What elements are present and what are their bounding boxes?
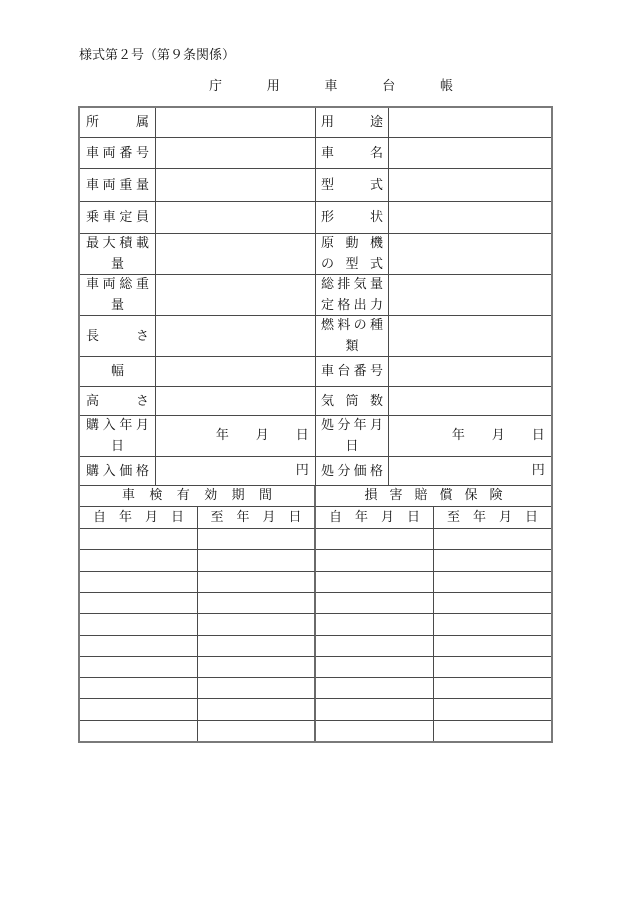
label-fuel-type-line2: 類 [345,339,359,354]
insurance-from-cell [316,614,434,636]
form-number: 様式第２号（第９条関係） [79,48,236,63]
label-gross-weight-line2: 量 [110,298,124,313]
inspection-to-cell [198,636,316,657]
label-cell-purpose [316,108,419,138]
purchase-date-placeholder: 年 月 日 [215,428,309,443]
insurance-from-header: 自 年 月 日 [328,509,420,525]
value-cell-width [156,357,316,387]
inspection-to-cell [198,572,316,593]
insurance-to-cell [434,721,551,741]
label-cell-vehicle-number [80,138,156,169]
value-cell-fuel-type [389,316,551,357]
label-displacement-line1: 総排気量 [321,277,387,292]
disposal-date-placeholder: 年 月 日 [451,428,545,443]
label-width: 幅 [110,364,124,379]
insurance-to-cell [434,657,551,678]
insurance-to-cell [434,614,551,636]
label-purpose: 用途 [321,115,419,130]
label-disposal-date-line2: 日 [345,439,359,454]
label-vehicle-name: 車名 [321,145,419,161]
label-height: 高さ [86,393,186,409]
label-fuel-type-line1: 燃料の種 [321,318,387,333]
inspection-to-cell [198,699,316,721]
inspection-from-cell [80,550,198,572]
label-disposal-date-line1: 処分年月 [321,418,387,433]
inspection-from-header: 自 年 月 日 [92,509,184,525]
insurance-to-header-cell [434,507,551,529]
period-entry-row [80,572,551,593]
value-cell-displacement-output [389,275,551,316]
period-entry-row [80,529,551,550]
inspection-to-cell [198,721,316,741]
details-row-vehicle-weight [80,169,551,202]
insurance-from-cell [316,529,434,550]
insurance-from-cell [316,699,434,721]
details-row-gross-weight [80,275,551,316]
label-cell-model [316,169,419,202]
label-cell-width [80,357,156,387]
label-purchase-date-line1: 購入年月 [86,418,153,433]
label-cell-affiliation [80,108,186,138]
insurance-to-header: 至 年 月 日 [446,509,538,525]
label-cell-max-load [80,234,156,275]
inspection-from-cell [80,636,198,657]
document-title-container [209,79,498,95]
period-entry-row [80,636,551,657]
insurance-title-cell [316,486,551,507]
value-cell-engine-model [389,234,551,275]
inspection-to-cell [198,550,316,572]
label-engine-model-line1: 原動機 [321,236,395,251]
period-entry-row [80,657,551,678]
details-row-height [80,387,551,416]
value-cell-height [156,387,316,416]
inspection-to-cell [198,614,316,636]
insurance-to-cell [434,636,551,657]
label-cylinders: 気筒数 [321,393,395,409]
label-seating-capacity: 乗車定員 [86,210,153,225]
inspection-from-cell [80,721,198,741]
insurance-to-cell [434,678,551,699]
label-cell-body-shape [316,202,419,234]
inspection-from-header-cell [80,507,198,529]
label-cell-cylinders [316,387,395,416]
label-cell-engine-model [316,234,395,275]
period-entry-row [80,593,551,614]
details-row-vehicle-number [80,138,551,169]
inspection-from-cell [80,614,198,636]
label-model: 型式 [321,177,419,193]
details-row-length [80,316,551,357]
value-cell-vehicle-name [389,138,551,169]
insurance-to-cell [434,550,551,572]
insurance-from-cell [316,678,434,699]
label-cell-chassis-number [316,357,389,387]
label-cell-fuel-type [316,316,389,357]
document-title: 庁用車台帳 [209,79,498,94]
inspection-from-cell [80,593,198,614]
value-cell-length [156,316,316,357]
insurance-from-cell [316,593,434,614]
insurance-to-cell [434,593,551,614]
insurance-title: 損 害 賠 償 保 険 [364,488,502,503]
label-chassis-number: 車台番号 [321,364,387,379]
label-max-load-line1: 最大積載 [86,236,153,251]
inspection-from-cell [80,572,198,593]
label-cell-purchase-date [80,416,156,457]
period-entry-row [80,721,551,741]
value-cell-body-shape [389,202,551,234]
insurance-from-cell [316,636,434,657]
label-cell-disposal-date [316,416,389,457]
inspection-from-cell [80,678,198,699]
label-cell-disposal-price [316,457,389,486]
label-vehicle-number: 車両番号 [86,145,153,161]
label-engine-model-line2: の型式 [321,257,395,272]
insurance-to-cell [434,699,551,721]
details-row-purchase-date [80,416,551,457]
label-length: 長さ [86,328,186,344]
period-entry-row [80,678,551,699]
insurance-to-cell [434,572,551,593]
details-row-seating-capacity [80,202,551,234]
label-rated-output-line2: 定格出力 [321,298,387,313]
value-cell-vehicle-weight [156,169,316,202]
value-cell-chassis-number [389,357,551,387]
purchase-price-unit: 円 [295,463,309,478]
disposal-price-unit: 円 [531,463,545,478]
value-cell-affiliation [156,108,316,138]
details-row-purchase-price [80,457,551,486]
inspection-to-cell [198,593,316,614]
value-cell-gross-weight [156,275,316,316]
period-entry-row [80,699,551,721]
inspection-from-cell [80,699,198,721]
period-title-row [80,486,551,507]
insurance-from-cell [316,550,434,572]
period-header-row [80,507,551,529]
vehicle-details-section [80,108,551,486]
details-row-affiliation [80,108,551,138]
label-purchase-price: 購入価格 [86,463,153,479]
value-cell-disposal-price [389,457,551,486]
value-cell-model [389,169,551,202]
label-affiliation: 所属 [86,115,186,130]
period-history-section [80,486,551,741]
value-cell-purchase-price [156,457,316,486]
label-gross-weight-line1: 車両総重 [86,277,153,292]
insurance-from-header-cell [316,507,434,529]
value-cell-seating-capacity [156,202,316,234]
label-cell-length [80,316,186,357]
label-cell-height [80,387,186,416]
details-row-width [80,357,551,387]
inspection-to-cell [198,657,316,678]
label-max-load-line2: 量 [110,257,124,272]
value-cell-max-load [156,234,316,275]
label-disposal-price: 処分価格 [321,463,387,479]
label-cell-vehicle-weight [80,169,156,202]
inspection-period-title: 車 検 有 効 期 間 [122,488,273,503]
label-cell-displacement-output [316,275,389,316]
inspection-to-header-cell [198,507,316,529]
insurance-from-cell [316,721,434,741]
details-row-max-load [80,234,551,275]
value-cell-purpose [389,108,551,138]
inspection-period-title-cell [80,486,316,507]
value-cell-cylinders [389,387,551,416]
inspection-from-cell [80,529,198,550]
label-cell-seating-capacity [80,202,156,234]
insurance-from-cell [316,572,434,593]
vehicle-ledger-table [78,106,553,743]
period-entry-row [80,614,551,636]
value-cell-disposal-date [389,416,551,457]
label-cell-gross-weight [80,275,156,316]
inspection-from-cell [80,657,198,678]
label-vehicle-weight: 車両重量 [86,177,153,193]
value-cell-vehicle-number [156,138,316,169]
inspection-to-cell [198,529,316,550]
inspection-to-cell [198,678,316,699]
label-cell-vehicle-name [316,138,419,169]
inspection-to-header: 至 年 月 日 [210,509,302,525]
label-body-shape: 形状 [321,210,419,225]
period-entry-row [80,550,551,572]
label-cell-purchase-price [80,457,156,486]
insurance-to-cell [434,529,551,550]
insurance-from-cell [316,657,434,678]
value-cell-purchase-date [156,416,316,457]
label-purchase-date-line2: 日 [110,439,124,454]
